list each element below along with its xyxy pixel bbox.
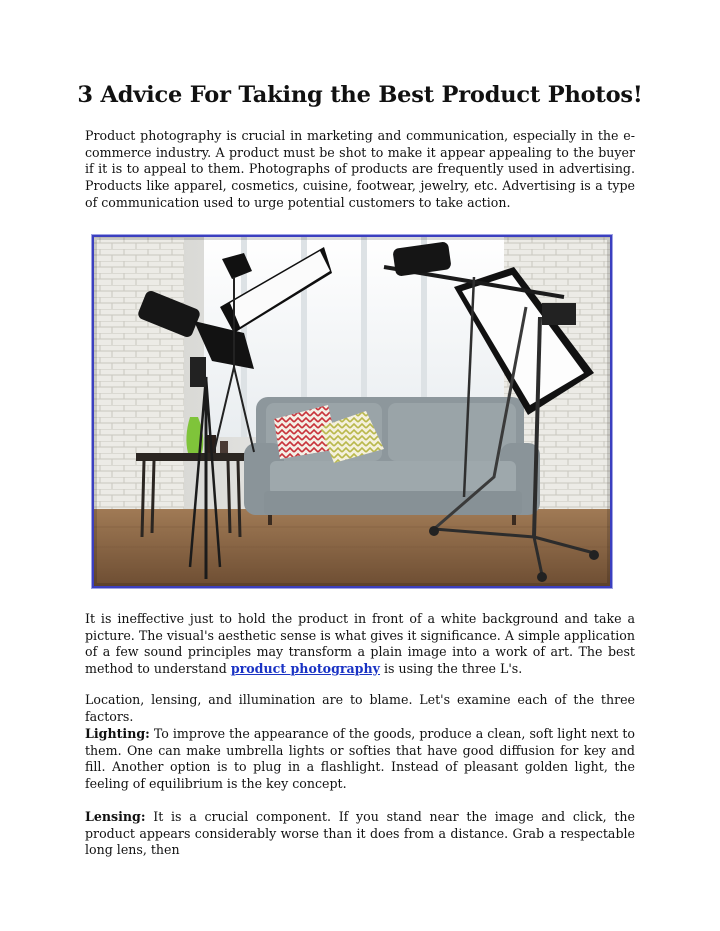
para2-text-before: It is ineffective just to hold the product in front of a white background and take a picture. The visual's aesthetic sense is what gives it significance. A simple application of a few sound principles may transform a plain image into a work of art. The best method to understand <box>85 611 635 677</box>
page-title: 3 Advice For Taking the Best Product Photos! <box>77 82 643 108</box>
studio-photo <box>92 235 612 588</box>
intro-paragraph: Product photography is crucial in marketing and communication, especially in the e-commerce industry. A product must be shot to make it appear appealing to the buyer if it is to appeal to them. Photographs of products are frequently used in advertising. Products like apparel, cosmetics, cuisine, footwear, jewelry, etc. Advertising is a type of communication used to urge potential customers to take action. <box>85 128 635 210</box>
para2-text-after: is using the three L's. <box>379 661 523 677</box>
three-ls-paragraph <box>85 611 635 678</box>
lighting-paragraph <box>85 726 635 793</box>
photo-studio-image <box>94 237 610 586</box>
factors-paragraph: Location, lensing, and illumination are to blame. Let's examine each of the three factors. <box>85 692 635 724</box>
lensing-label: Lensing: <box>85 809 146 824</box>
lensing-paragraph <box>85 809 635 859</box>
product-photography-link[interactable]: product photography <box>230 661 380 677</box>
lensing-text: It is a crucial component. If you stand near the image and click, the product appears considerably worse than it does from a distance. Grab a respectable long lens, then <box>85 809 635 858</box>
lighting-text: To improve the appearance of the goods, produce a clean, soft light next to them. One can make umbrella lights or softies that have good diffusion for key and fill. Another option is to plug in a flashlight. Instead of pleasant golden light, the feeling of equilibrium is the key concept. <box>85 726 635 792</box>
lighting-label: Lighting: <box>85 726 150 741</box>
